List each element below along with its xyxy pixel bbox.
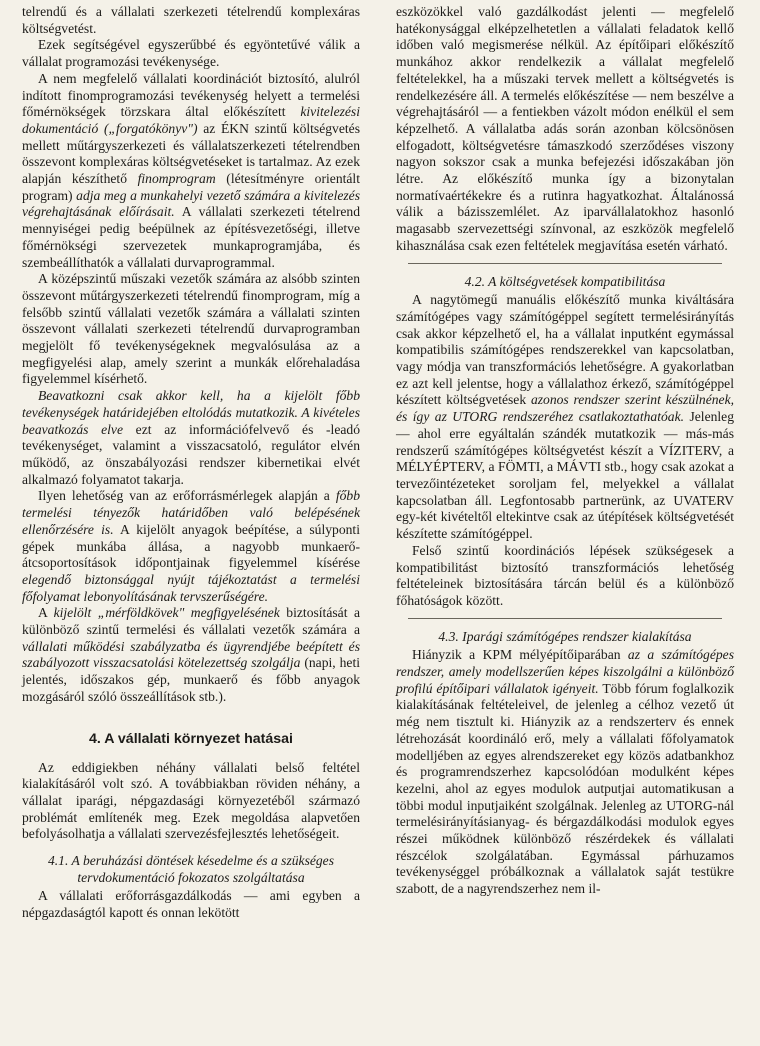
text-run: A nagytömegű manuális előkészítő munka kiváltására számítógépes vagy számítógéppel segített termelésirányítás csak akkor képzelhető el, ha a vállalat inputként egymással kompatibilis számítógépes rendszerekkel van kapcsolatban, vagy módja van transzformációs lehetőségre. A gyakorlatban ez azt kell jelentse, hogy a vállalathoz érkező, számítógéppel készített költségvetések [396,292,734,408]
text-run: A kijelölt anyagok beépítése, a súlyponti gépek munkába állása, a nagyobb munkaerő-átcsoportosítások időpontjainak figyelemmel kísérése [22,521,360,571]
text-run: (létesítményre orientált program) [22,171,360,203]
paragraph: A vállalati erőforrásgazdálkodás — ami egyben a népgazdaságtól kapott és onnan lekötött [22,888,360,921]
text-run: Ilyen lehetőség van az erőforrásmérlegek alapján a [38,488,336,504]
paragraph [396,292,734,543]
divider [408,263,722,264]
paragraph [22,488,360,605]
text-run: az ÉKN szintű költségvetés mellett műtárgyszerkezeti és vállalatszerkezeti tételrendben összevont komplexáras költségvetéseket is tartalmaz. Az ezek alapján készíthető [22,120,360,187]
paragraph: Ezek segítségével egyszerűbbé és egyöntetűvé válik a vállalat programozási tevékenysége. [22,37,360,70]
italic-text: főbb termelési tényezők határidőben való belépésének ellenőrzésére is. [22,488,360,537]
text-run: A [38,605,54,621]
right-column [396,4,734,898]
paragraph [22,71,360,271]
paragraph [22,605,360,705]
italic-text: vállalati működési szabályzatba és ügyrendjébe beépített és szabályozott visszacsatolási kötelezettség szolgálja [22,638,360,671]
italic-text: azonos rendszer szerint készülnének, és így az UTORG rendszeréhez csatlakoztathatóak. [396,392,734,425]
text-run: Jelenleg — ahol erre egyáltalán szándék mutatkozik — más-más rendszerű számítógépes költségvetést készít a VÍZITERV, a MÉLYÉPTERV, a FÖMTI, a MÁVTI stb., hogy csak azokat a tervezőintézeteket soroljam fel, melyekkel a vállalat kapcsolatban áll. Legfontosabb partnerünk, az UVATERV egy-két kivételtől eltekintve csak az útépítések költségvetését készítette számítógéppel. [396,409,735,542]
italic-text: finomprogram [137,171,216,187]
text-run: ezt az információfelvevő és -leadó tevékenységet, valamint a visszacsatoló, regulátor elvén működő, az önszabályozási rendszer kibernetikai elvét alkalmazó folyamatot takarja. [22,421,360,487]
paragraph: Az eddigiekben néhány vállalati belső feltétel kialakításáról volt szó. A továbbiakban röviden néhány, a vállalat iparági, népgazdasági környezetéből származó problémát említenék meg. Ezek megoldása alapvetően befolyásolhatja a vállalati szervezésfejlesztés lehetőségeit. [22,759,360,842]
section-heading: 4. A vállalati környezet hatásai [89,730,293,747]
paragraph [22,388,360,488]
text-run: A vállalati szerkezeti tételrend mennyiségei pedig beépülnek az építésvezetőségi, illetve főmérnökségi szervezetek munkaprogramjába, és szembeállíthatók a vállalati durvaprogrammal. [22,204,361,270]
italic-text: kivitelezési dokumentáció („forgatókönyv") [22,104,360,136]
italic-text: adja meg a munkahelyi vezető számára a kivitelezés végrehajtásának előírásait. [22,187,360,220]
text-run: (napi, heti jelentés, időszakos gép, munkaerő és főbb anyagok mozgásáról szóló összeállítások stb.). [22,655,360,704]
italic-text: kijelölt „mérföldkövek" megfigyelésének [53,605,280,621]
text-run: Több fórum foglalkozik kialakításának feltételeivel, de jelenleg a célhoz vezető út még nem tisztult ki. Hiányzik az a rendszerterv és ennek létrehozását koordináló erő, mely a vállalati főfolyamatok modelljében az egyes alrendszereket egy közös adatbankhoz és programrendszerhez kapcsolódóan modulként képes kezelni, ahol az egyes modulok autputjai automatikusan a többi modul inputjaiként szolgálnak. Jelenleg az UTORG-nál termelésirányításianyag- és bérgazdálkodási modulok egyes részei működnek különböző részérdekek és vállalati részcélok szolgálatában. Egymással párhuzamos tevékenységgel próbálkoznak a vállalatok saját testükre szabott, de a nagyrendszerhez nem il- [396,680,735,897]
subsection-heading: 4.1. A beruházási döntések késedelme és a szükséges tervdokumentáció fokozatos szolgáltatása [47,853,335,885]
text-run: A nem megfelelő vállalati koordinációt biztosító, alulról indított finomprogramozási tevékenység helyett a termelési főmérnökségek törzskara által előkészített [22,70,360,120]
subsection-heading: 4.2. A költségvetések kompatibilitása [464,273,666,289]
paragraph: Felső szintű koordinációs lépések szükségesek a kompatibilitást biztosító transzformációs lehetőség feltételeinek biztosítására tárcán belül és a különböző főhatóságok között. [396,542,734,608]
italic-text: elegendő biztonsággal nyújt tájékoztatást a termelési főfolyamat lebonyolításának tervszerűségére. [22,571,360,604]
paragraph: telrendű és a vállalati szerkezeti tételrendű komplexáras költségvetést. [22,4,360,36]
paragraph: eszközökkel való gazdálkodást jelenti — megfelelő hatékonysággal elképzelhetetlen a vállalati feladatok kellő időben való megismerése nélkül. Az építőipari előkészítő munkához akkor rendelkezik a vállalat megfelelő feltételekkel, ha a műszaki tervek mellett a költségvetés is rendelkezésére áll. A termelés előkészítése — nem beszélve a végrehajtásáról — a fentiekben vázolt módon enélkül el sem képzelhető. A vállalatba adás során azonban kölcsönösen elfogadott, költségvetésre támaszkodó szerződéses viszony nagyon sokszor csak a munka befejezési időszakában jön létre. Az előkészítő munka így a bizonytalan normatívaértékekre és a rutinra hagyatkozhat. Általánossá válik a bázisszemlélet. Az iparvállalatokhoz hasonló magasabb szervezettségi színvonal, az eszközök megfelelő kihasználása csak ezen feltételek megjavítása esetén várható. [396,4,734,253]
text-run: biztosítását a különböző szintű termelési és vállalati vezetők számára a [22,605,360,638]
paragraph [396,647,734,898]
paragraph: A középszintű műszaki vezetők számára az alsóbb szinten összevont műtárgyszerkezeti tételrendű finomprogram, míg a felsőbb szintű vállalati vezetők számára a vállalati szinten összevont vállalati szerkezeti tételrendű durvaprogramban megjelölt fő tevékenységeknek megvalósulása az a megfigyelési alap, amely szerint a munkák előrehaladása figyelemmel kísérhető. [22,271,360,387]
italic-text: Beavatkozni csak akkor kell, ha a kijelölt főbb tevékenységek határidejében eltolódás mutatkozik. A kivételes beavatkozás elve [22,388,360,437]
italic-text: az a számítógépes rendszer, amely modellszerűen képes kiszolgálni a különböző profilú építőipari vállalatok igényeit. [396,647,734,696]
text-run: Hiányzik a KPM mélyépítőiparában [412,647,628,663]
left-column [22,4,360,922]
subsection-heading: 4.3. Iparági számítógépes rendszer kialakítása [438,628,692,644]
divider [408,618,722,619]
